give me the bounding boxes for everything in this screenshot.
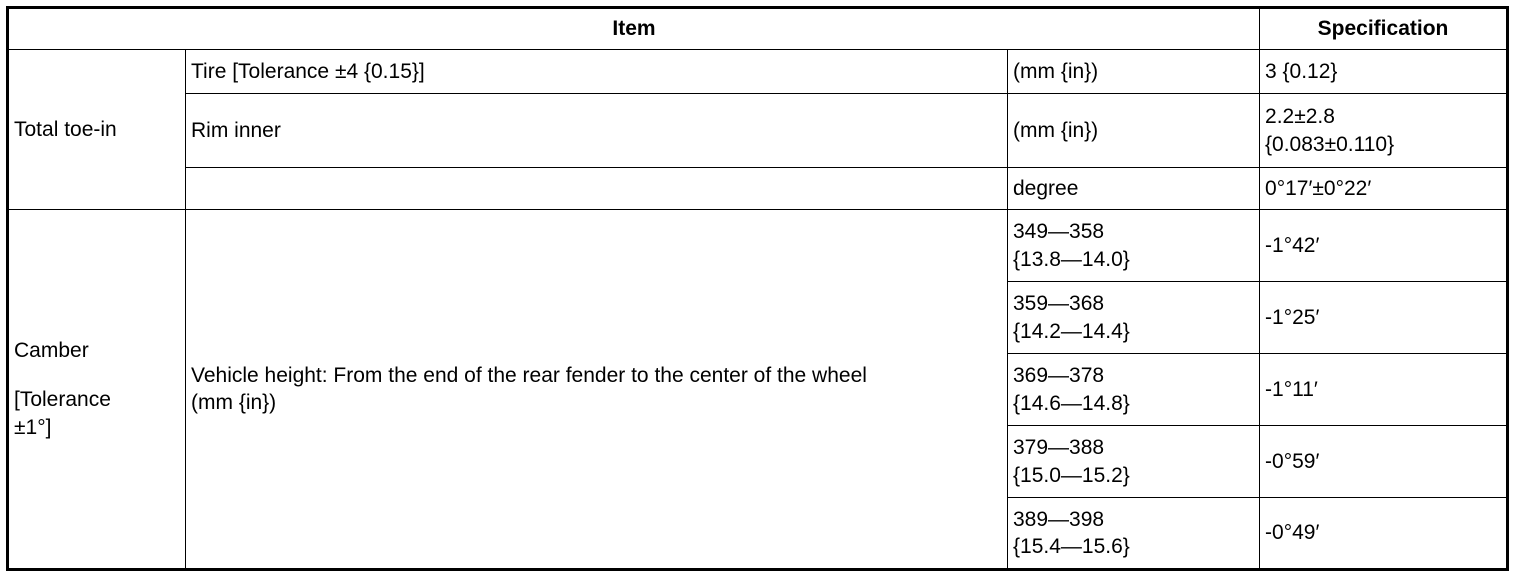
height-range (1008, 282, 1260, 354)
toe-in-item: Tire [Tolerance ±4 {0.15}] (186, 50, 1008, 94)
table-header-row (8, 8, 1508, 50)
table-row (8, 50, 1508, 94)
range-in: {14.2—14.4} (1013, 319, 1130, 343)
toe-in-spec (1260, 94, 1508, 168)
range-mm: 359—368 (1013, 292, 1105, 316)
toe-in-unit: (mm {in}) (1008, 50, 1260, 94)
table-row (8, 210, 1508, 282)
toe-in-unit: (mm {in}) (1008, 94, 1260, 168)
spec-line: 0°17′±0°22′ (1265, 176, 1372, 200)
camber-item-line: Vehicle height: From the end of the rear fender to the center of the wheel (191, 363, 867, 387)
height-range (1008, 426, 1260, 498)
camber-spec: -0°59′ (1260, 426, 1508, 498)
range-in: {13.8—14.0} (1013, 247, 1130, 271)
table-row (8, 94, 1508, 168)
range-in: {14.6—14.8} (1013, 391, 1130, 415)
camber-spec: -0°49′ (1260, 498, 1508, 570)
camber-spec: -1°11′ (1260, 354, 1508, 426)
height-range (1008, 210, 1260, 282)
range-mm: 349—358 (1013, 220, 1105, 244)
camber-item (186, 210, 1008, 570)
height-range (1008, 498, 1260, 570)
header-item: Item (8, 8, 1260, 50)
table-row (8, 168, 1508, 210)
header-specification: Specification (1260, 8, 1508, 50)
toe-in-unit: degree (1008, 168, 1260, 210)
toe-in-spec (1260, 50, 1508, 94)
camber-label (8, 210, 186, 570)
specification-table (6, 6, 1509, 571)
range-mm: 389—398 (1013, 507, 1105, 531)
spec-line: 2.2±2.8 (1265, 105, 1335, 129)
range-mm: 379—388 (1013, 436, 1105, 460)
range-mm: 369—378 (1013, 364, 1105, 388)
camber-label-line: [Tolerance (14, 388, 111, 412)
toe-in-spec (1260, 168, 1508, 210)
height-range (1008, 354, 1260, 426)
toe-in-item (186, 168, 1008, 210)
range-in: {15.0—15.2} (1013, 463, 1130, 487)
spec-line: 3 {0.12} (1265, 59, 1338, 83)
camber-spec: -1°42′ (1260, 210, 1508, 282)
spec-line: {0.083±0.110} (1265, 132, 1395, 156)
camber-label-line: Camber (14, 339, 89, 363)
camber-spec: -1°25′ (1260, 282, 1508, 354)
camber-label-line: ±1°] (14, 415, 52, 439)
toe-in-item: Rim inner (186, 94, 1008, 168)
range-in: {15.4—15.6} (1013, 535, 1130, 558)
toe-in-label: Total toe-in (8, 50, 186, 210)
camber-item-line: (mm {in}) (191, 391, 277, 414)
